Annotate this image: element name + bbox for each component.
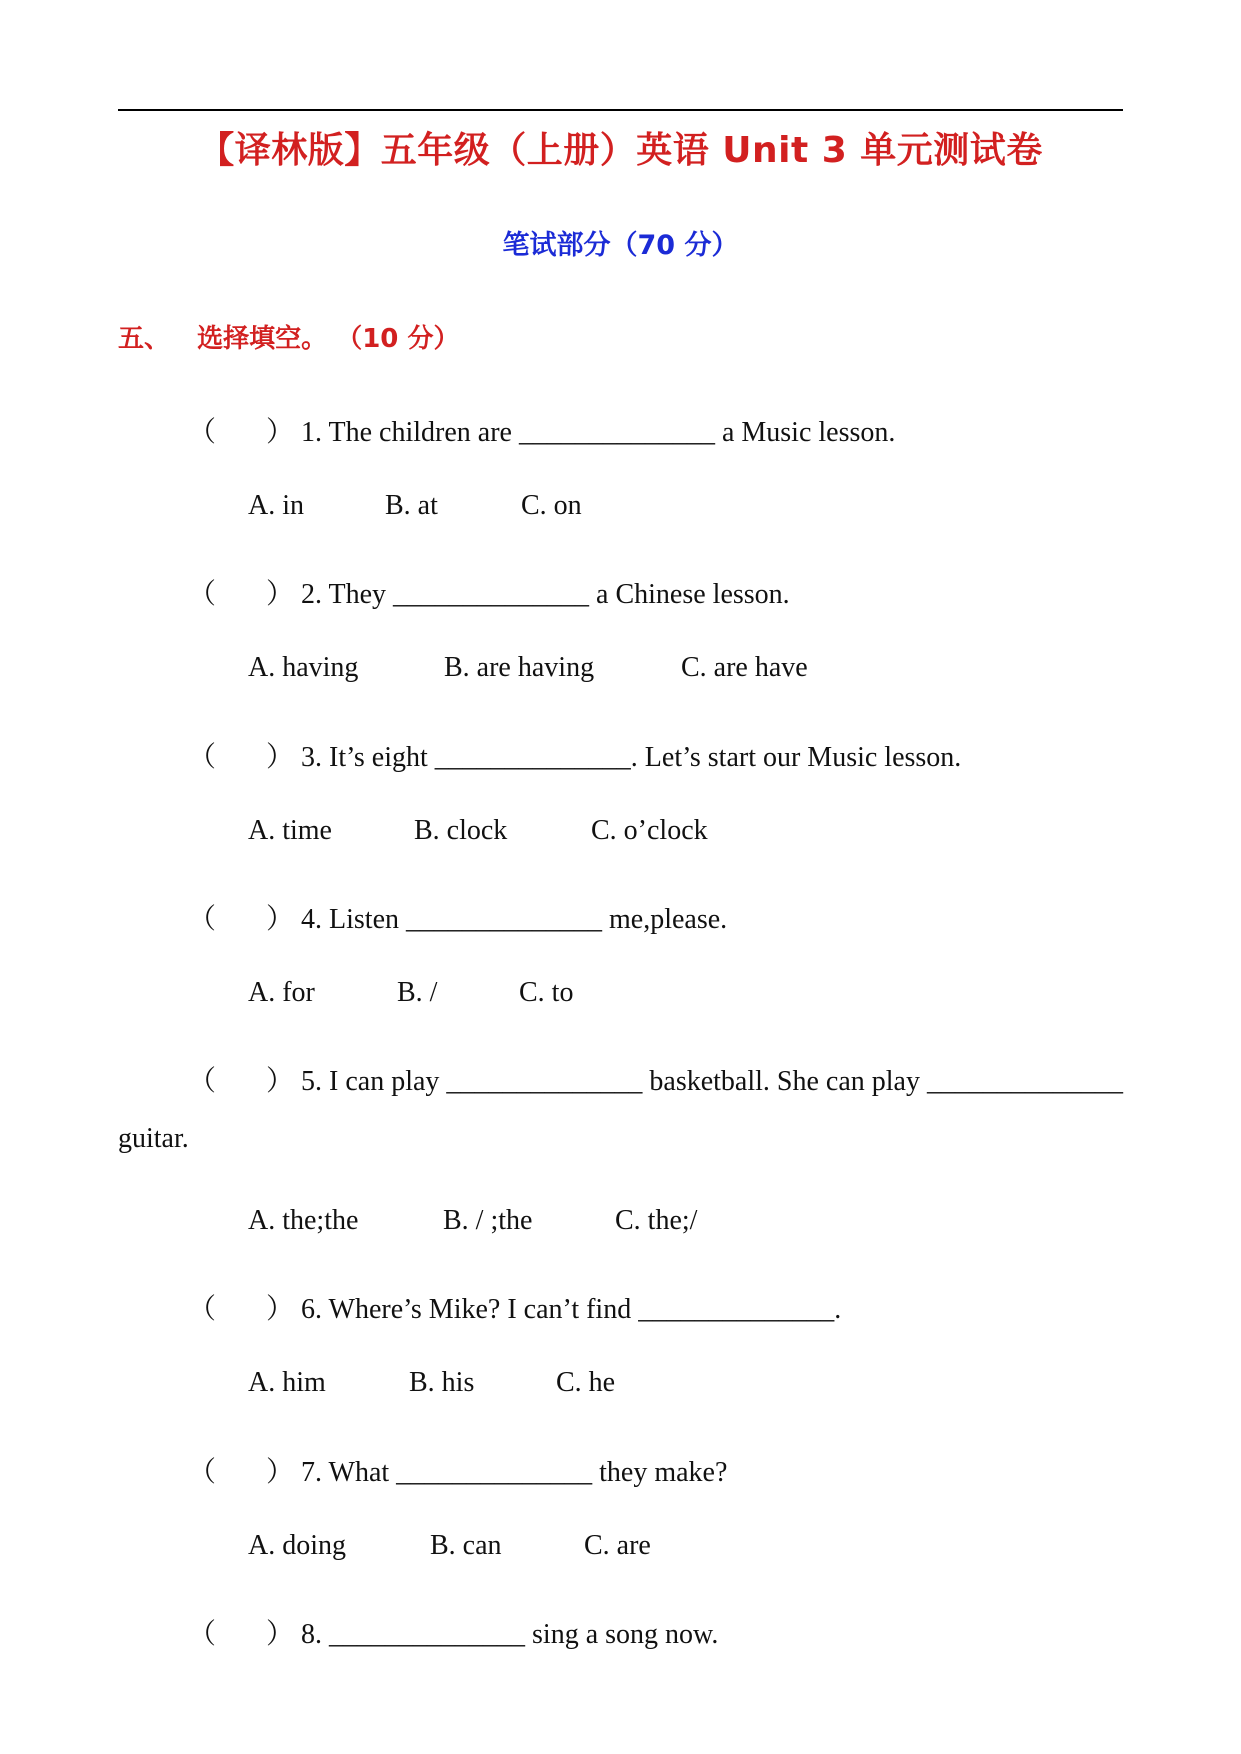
answer-paren-open[interactable]: （ [188,904,217,935]
option-b: B. at [385,490,438,521]
page-subtitle: 笔试部分（70 分） [502,230,739,261]
question-5-continuation: guitar. [118,1123,189,1154]
option-a: A. in [248,490,304,521]
option-b: B. his [409,1367,475,1398]
option-c: C. are [584,1530,651,1561]
option-c: C. on [521,490,582,521]
option-a: A. him [248,1367,326,1398]
question-1-options [248,490,582,522]
option-b: B. are having [444,652,595,683]
answer-paren-close: ） [266,579,295,610]
question-5 [188,1059,1123,1099]
answer-paren-close: ） [266,904,295,935]
answer-paren-close: ） [266,742,295,773]
answer-paren-open[interactable]: （ [188,417,217,448]
question-1 [188,410,895,450]
question-4-options [248,977,573,1009]
answer-paren-open[interactable]: （ [188,1619,217,1650]
question-5-options [248,1205,697,1237]
option-a: A. having [248,652,359,683]
question-text: 6. Where’s Mike? I can’t find ______________. [301,1294,842,1325]
question-4 [188,897,727,937]
answer-paren-close: ） [266,1294,295,1325]
answer-paren-close: ） [266,1619,295,1650]
question-text: 5. I can play ______________ basketball. She can play ______________ [301,1066,1123,1097]
section-heading: 五、 选择填空。 （10 分） [118,324,460,354]
option-a: A. the;the [248,1205,359,1236]
option-a: A. doing [248,1530,346,1561]
header-rule [118,109,1123,111]
option-c: C. o’clock [591,815,708,846]
answer-paren-close: ） [266,1457,295,1488]
page-title: 【译林版】五年级（上册）英语 Unit 3 单元测试卷 [198,130,1043,171]
question-2 [188,572,790,612]
option-c: C. he [556,1367,616,1398]
question-7 [188,1450,727,1490]
answer-paren-open[interactable]: （ [188,742,217,773]
answer-paren-open[interactable]: （ [188,1457,217,1488]
question-text: 4. Listen ______________ me,please. [301,904,728,935]
question-7-options [248,1530,651,1562]
question-text: 2. They ______________ a Chinese lesson. [301,579,790,610]
question-6 [188,1287,841,1327]
answer-paren-close: ） [266,1066,295,1097]
question-3-options [248,815,708,847]
option-b: B. clock [414,815,508,846]
answer-paren-open[interactable]: （ [188,1066,217,1097]
option-c: C. to [519,977,574,1008]
option-b: B. / ;the [443,1205,533,1236]
option-a: A. time [248,815,332,846]
option-c: C. the;/ [615,1205,698,1236]
question-6-options [248,1367,615,1399]
question-8 [188,1612,718,1652]
question-2-options [248,652,808,684]
question-3 [188,735,961,775]
answer-paren-open[interactable]: （ [188,1294,217,1325]
option-c: C. are have [681,652,808,683]
answer-paren-close: ） [266,417,295,448]
question-text: 3. It’s eight ______________. Let’s start our Music lesson. [301,742,962,773]
option-b: B. / [397,977,438,1008]
question-text: 8. ______________ sing a song now. [301,1619,719,1650]
question-text: 1. The children are ______________ a Music lesson. [301,417,896,448]
answer-paren-open[interactable]: （ [188,579,217,610]
option-a: A. for [248,977,315,1008]
question-text: 7. What ______________ they make? [301,1457,728,1488]
option-b: B. can [430,1530,502,1561]
